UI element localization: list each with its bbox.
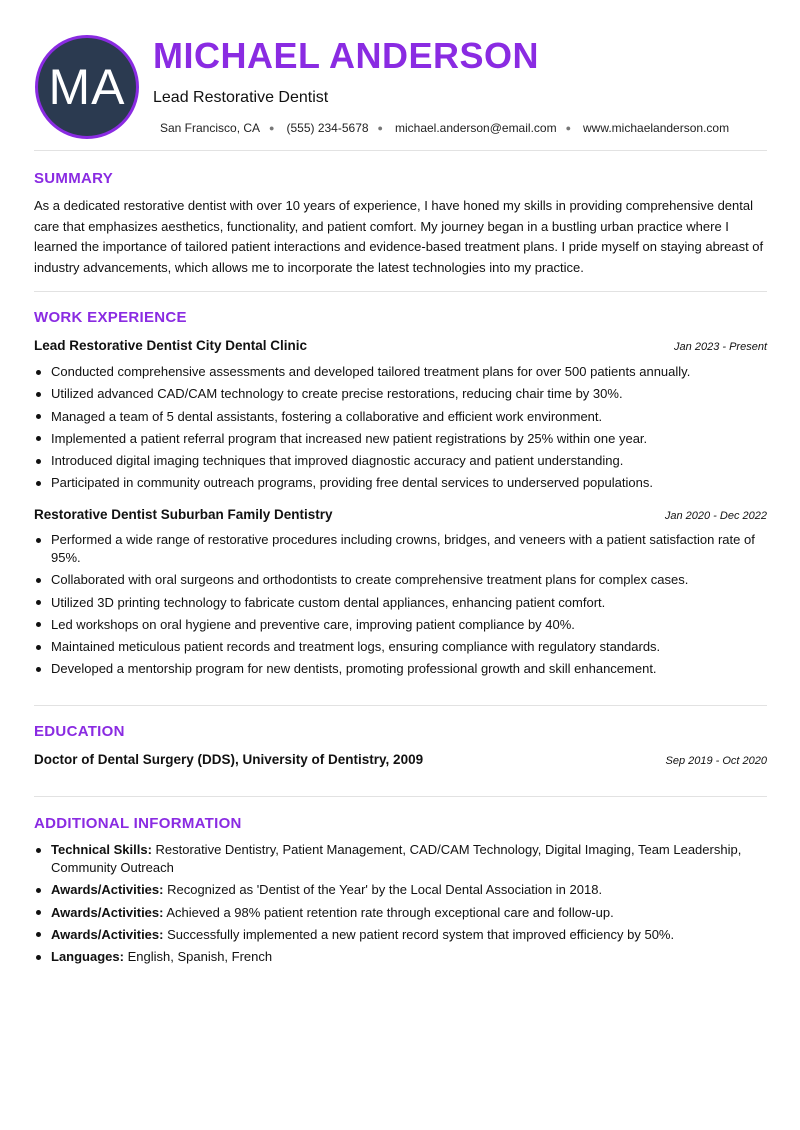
list-item: Managed a team of 5 dental assistants, fostering a collaborative and efficient work environment. xyxy=(51,408,784,426)
list-item xyxy=(51,948,784,966)
contact-phone: (555) 234-5678 xyxy=(286,121,369,135)
item-label: Languages: xyxy=(51,949,124,965)
job-role: Restorative Dentist Suburban Family Dentistry xyxy=(34,507,333,522)
list-item xyxy=(51,881,784,899)
contact-email: michael.anderson@email.com xyxy=(394,121,557,135)
list-item xyxy=(51,926,784,944)
summary-text: As a dedicated restorative dentist with over 10 years of experience, I have honed my skills in providing comprehensive dental care that emphasizes aesthetics, functionality, and patient comfort. My journey began in a bustling urban practice where I learned the importance of tailored patient interactions and evidence-based treatment plans. I pride myself on staying abreast of industry advancements, which allows me to incorporate the latest technologies into my practice. xyxy=(34,198,764,275)
list-item: Performed a wide range of restorative procedures including crowns, bridges, and veneers with a patient satisfaction rate of 95%. xyxy=(51,531,784,567)
additional-information-heading: ADDITIONAL INFORMATION xyxy=(34,815,242,832)
item-label: Technical Skills: xyxy=(51,842,152,857)
education-date: Sep 2019 - Oct 2020 xyxy=(665,755,767,767)
list-item: Collaborated with oral surgeons and orthodontists to create comprehensive treatment plans for complex cases. xyxy=(51,571,784,589)
list-item: Utilized advanced CAD/CAM technology to create precise restorations, reducing chair time by 30%. xyxy=(51,385,784,403)
contact-location: San Francisco, CA xyxy=(160,121,261,135)
item-text: Achieved a 98% patient retention rate through exceptional care and follow-up. xyxy=(166,904,614,920)
item-text: Recognized as 'Dentist of the Year' by the Local Dental Association in 2018. xyxy=(167,882,603,898)
divider xyxy=(34,796,767,797)
list-item: Conducted comprehensive assessments and developed tailored treatment plans for over 500 patients annually. xyxy=(51,363,784,381)
education-degree: Doctor of Dental Surgery (DDS), University of Dentistry, 2009 xyxy=(34,752,424,767)
list-item xyxy=(51,904,784,922)
education-entry xyxy=(34,752,767,767)
job-header xyxy=(34,507,767,522)
candidate-name: MICHAEL ANDERSON xyxy=(153,35,540,76)
avatar xyxy=(35,35,139,139)
divider xyxy=(34,291,767,292)
candidate-title: Lead Restorative Dentist xyxy=(153,89,329,106)
job-role: Lead Restorative Dentist City Dental Clinic xyxy=(34,338,308,353)
item-label: Awards/Activities: xyxy=(51,926,164,942)
job-header xyxy=(34,338,767,353)
additional-list xyxy=(34,841,784,970)
separator-dot-icon: ● xyxy=(565,123,572,133)
contact-website: www.michaelanderson.com xyxy=(583,121,730,135)
list-item: Introduced digital imaging techniques that improved diagnostic accuracy and patient understanding. xyxy=(51,452,784,470)
list-item: Led workshops on oral hygiene and preventive care, improving patient compliance by 40%. xyxy=(51,616,784,634)
item-text: Restorative Dentistry, Patient Management, CAD/CAM Technology, Digital Imaging, Team Leadership, Community Outreach xyxy=(51,842,742,875)
list-item: Implemented a patient referral program that increased new patient registrations by 25% within one year. xyxy=(51,430,784,448)
list-item: Maintained meticulous patient records and treatment logs, ensuring compliance with regulatory standards. xyxy=(51,638,784,656)
list-item: Developed a mentorship program for new dentists, promoting professional growth and skill enhancement. xyxy=(51,660,784,678)
item-label: Awards/Activities: xyxy=(51,904,164,920)
separator-dot-icon: ● xyxy=(269,123,275,133)
list-item: Participated in community outreach programs, providing free dental services to underserved populations. xyxy=(51,474,784,492)
job-date: Jan 2020 - Dec 2022 xyxy=(664,510,767,522)
item-label: Awards/Activities: xyxy=(51,882,164,898)
separator-dot-icon: ● xyxy=(377,123,383,133)
list-item xyxy=(51,841,784,877)
item-text: Successfully implemented a new patient record system that improved efficiency by 50%. xyxy=(167,926,675,942)
job-bullets xyxy=(34,531,784,683)
work-experience-heading: WORK EXPERIENCE xyxy=(34,309,187,326)
summary-heading: SUMMARY xyxy=(34,170,114,187)
item-text: English, Spanish, French xyxy=(127,949,273,965)
contact-line xyxy=(160,120,729,136)
divider xyxy=(34,705,767,706)
divider xyxy=(34,150,767,151)
job-date: Jan 2023 - Present xyxy=(674,341,767,353)
avatar-initials: MA xyxy=(48,59,126,115)
education-heading: EDUCATION xyxy=(34,723,125,740)
job-bullets xyxy=(34,363,784,497)
list-item: Utilized 3D printing technology to fabricate custom dental appliances, enhancing patient comfort. xyxy=(51,594,784,612)
